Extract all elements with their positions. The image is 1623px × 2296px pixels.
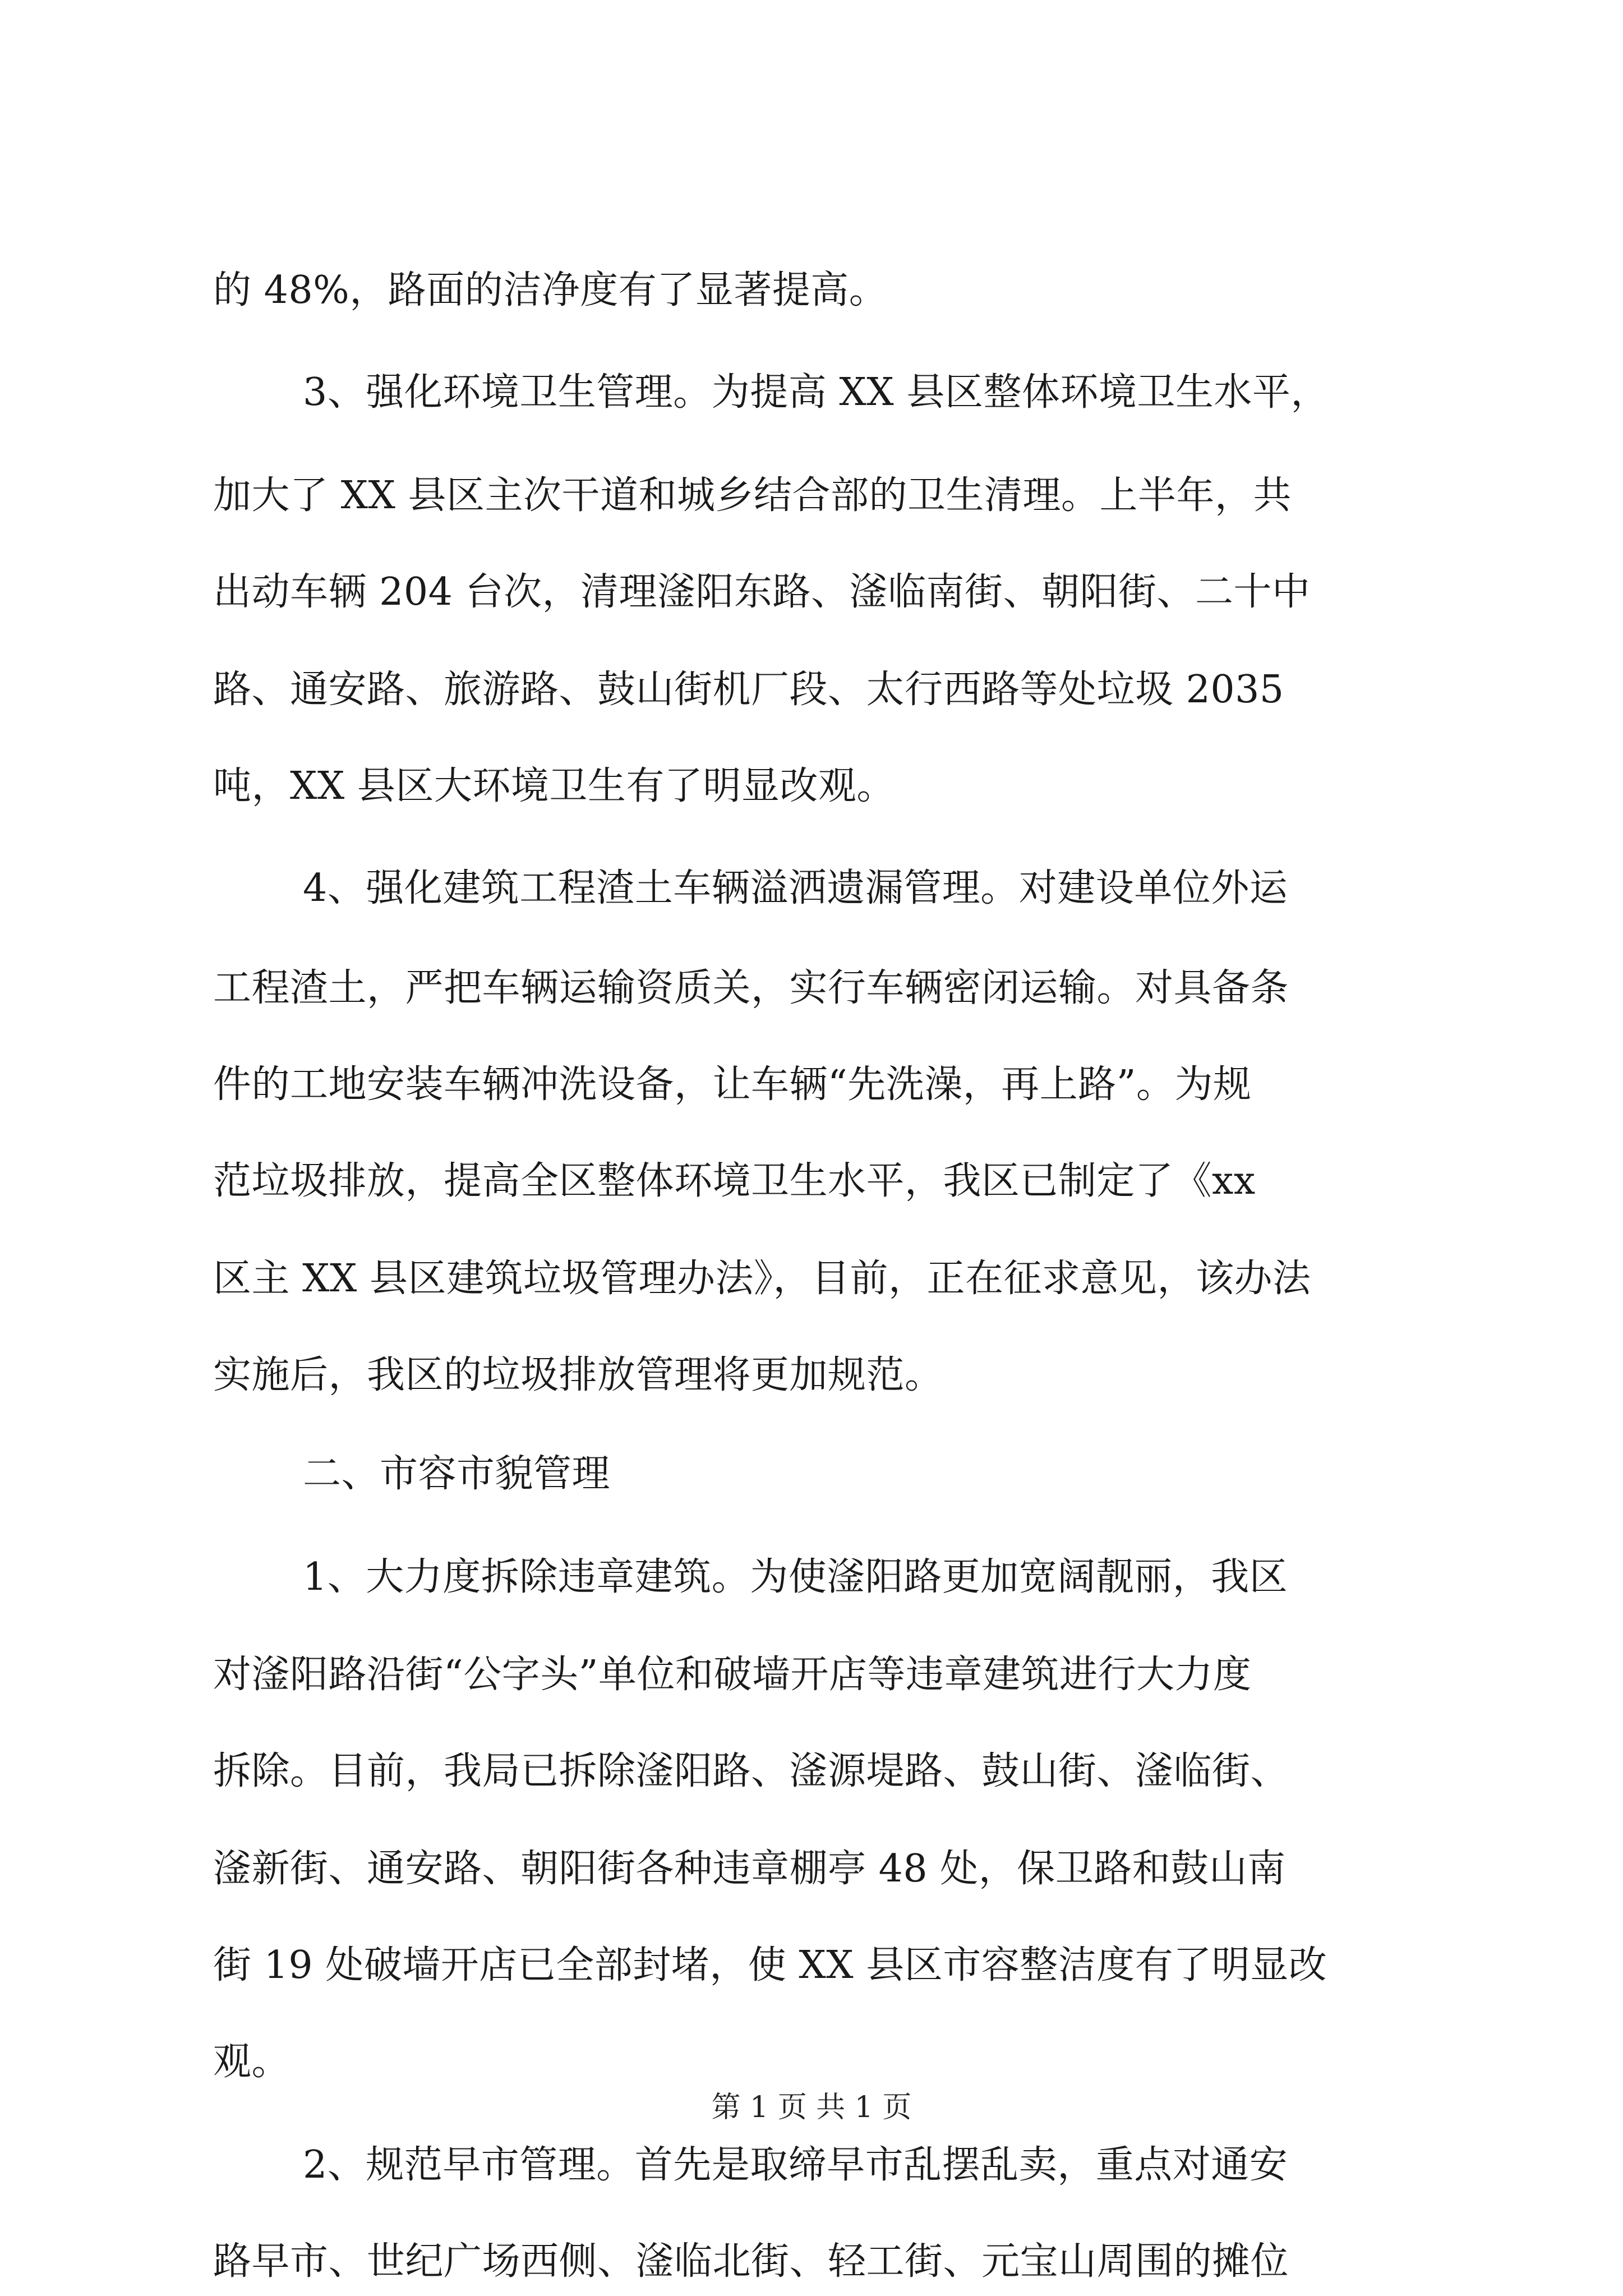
text-line: 范垃圾排放，提高全区整体环境卫生水平，我区已制定了《xx (213, 1159, 1256, 1203)
text-line: 滏新街、通安路、朝阳街各种违章棚亭 48 处，保卫路和鼓山南 (213, 1847, 1286, 1891)
text-line: 工程渣土，严把车辆运输资质关，实行车辆密闭运输。对具备条 (213, 966, 1289, 1010)
text-line: 吨，XX 县区大环境卫生有了明显改观。 (213, 764, 895, 808)
text-line: 实施后，我区的垃圾排放管理将更加规范。 (213, 1353, 943, 1397)
text-line: 对滏阳路沿街“公字头”单位和破墙开店等违章建筑进行大力度 (213, 1653, 1252, 1697)
text-line: 件的工地安装车辆冲洗设备，让车辆“先洗澡，再上路”。为规 (213, 1062, 1252, 1107)
text-line: 加大了 XX 县区主次干道和城乡结合部的卫生清理。上半年，共 (213, 473, 1292, 518)
text-line: 路、通安路、旅游路、鼓山街机厂段、太行西路等处垃圾 2035 (213, 668, 1284, 712)
text-line: 拆除。目前，我局已拆除滏阳路、滏源堤路、鼓山街、滏临街、 (213, 1749, 1289, 1793)
text-line: 街 19 处破墙开店已全部封堵，使 XX 县区市容整洁度有了明显改 (213, 1943, 1327, 1987)
text-line: 1、大力度拆除违章建筑。为使滏阳路更加宽阔靓丽，我区 (303, 1555, 1288, 1599)
text-line: 3、强化环境卫生管理。为提高 XX 县区整体环境卫生水平， (303, 370, 1329, 415)
section-heading: 二、市容市貌管理 (303, 1452, 611, 1496)
text-line: 观。 (213, 2040, 291, 2084)
text-line: 的 48%，路面的洁净度有了显著提高。 (213, 268, 888, 312)
text-line: 区主 XX 县区建筑垃圾管理办法》，目前，正在征求意见，该办法 (213, 1257, 1311, 1301)
page-indicator: 第 1 页 共 1 页 (711, 2091, 912, 2124)
text-line: 4、强化建筑工程渣土车辆溢洒遗漏管理。对建设单位外运 (303, 866, 1288, 910)
page-footer (0, 2088, 1623, 2127)
text-line: 路早市、世纪广场西侧、滏临北街、轻工街、元宝山周围的摊位 (213, 2239, 1289, 2284)
text-line: 2、规范早市管理。首先是取缔早市乱摆乱卖，重点对通安 (303, 2143, 1288, 2187)
text-line: 出动车辆 204 台次，清理滏阳东路、滏临南街、朝阳街、二十中 (213, 570, 1311, 614)
